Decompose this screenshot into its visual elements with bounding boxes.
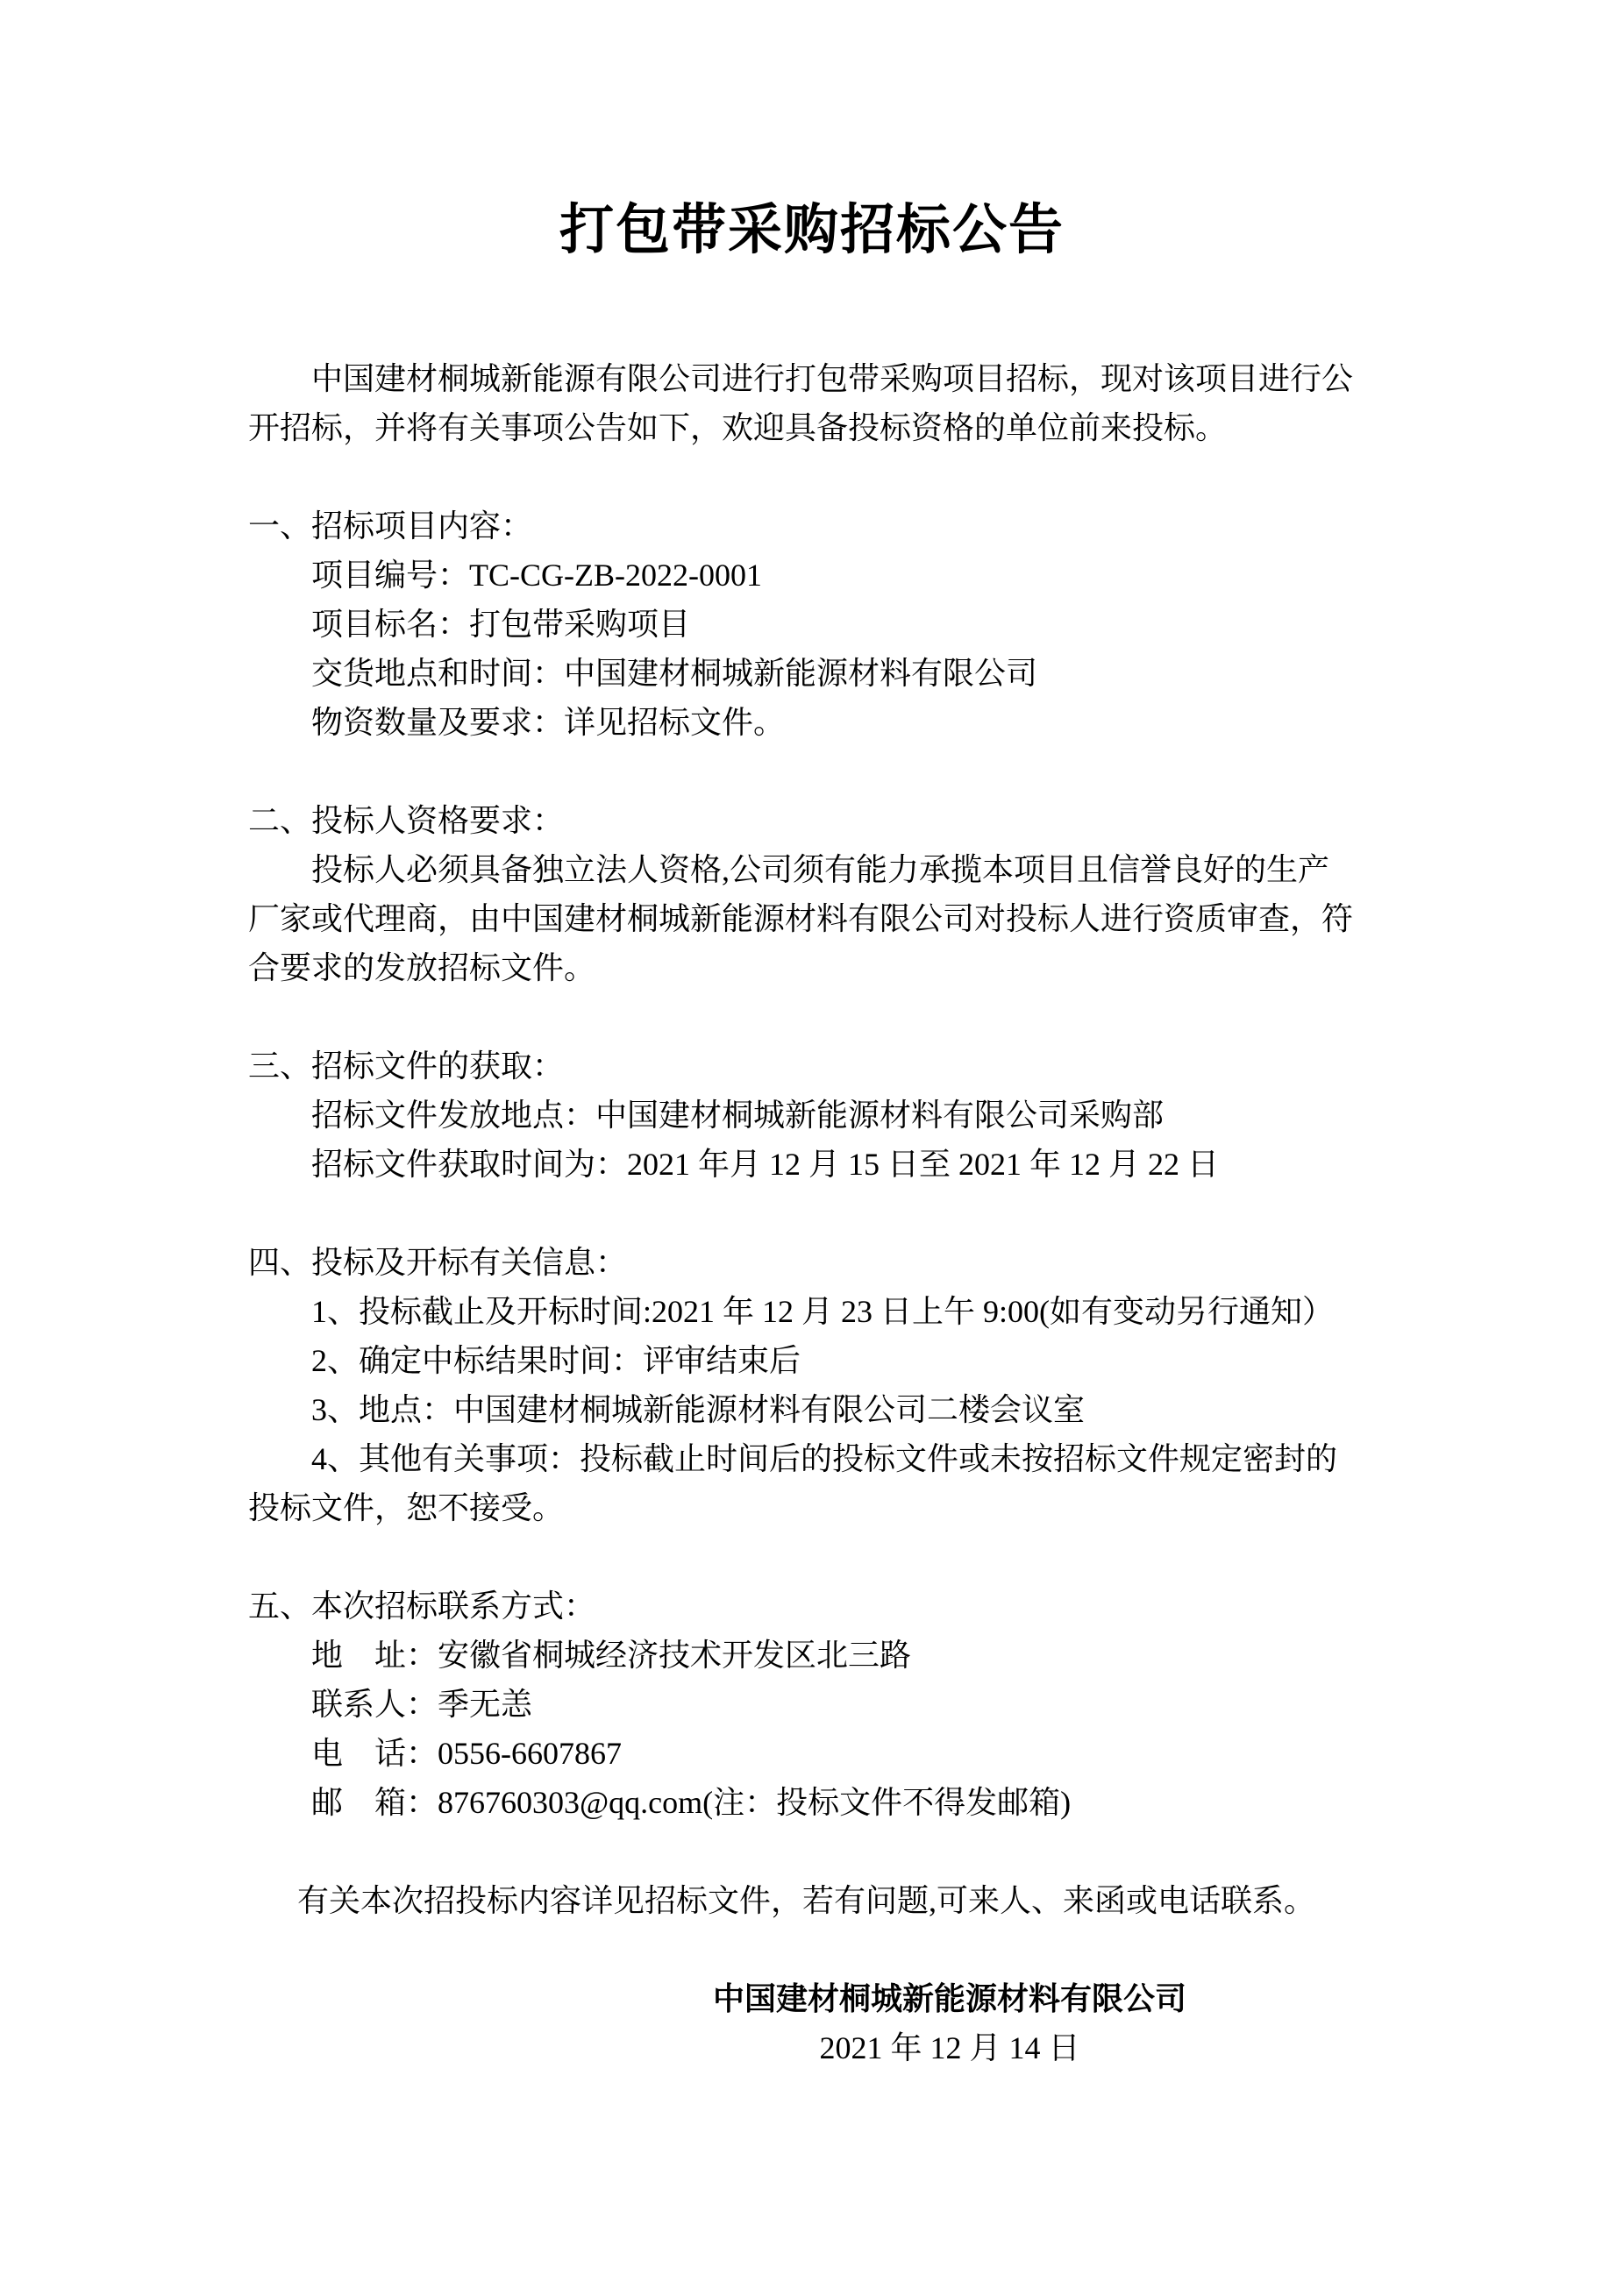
section-2-heading: 二、投标人资格要求：: [248, 803, 565, 838]
section-2-para-line-2: 厂家或代理商，由中国建材桐城新能源材料有限公司对投标人进行资质审查，符: [248, 901, 1354, 936]
section-5-heading: 五、本次招标联系方式：: [248, 1589, 596, 1624]
spacer: [248, 747, 1372, 796]
section-1-item-project-name: 项目标名：打包带采购项目: [311, 607, 691, 642]
spacer: [248, 1532, 1372, 1582]
signature-company: 中国建材桐城新能源材料有限公司: [712, 1981, 1186, 2016]
section-1-heading: 一、招标项目内容：: [248, 508, 533, 544]
section-5-item-email: 邮 箱：876760303@qq.com(注：投标文件不得发邮箱): [311, 1785, 1072, 1820]
spacer: [248, 992, 1372, 1041]
intro-line-2: 开招标，并将有关事项公告如下，欢迎具备投标资格的单位前来投标。: [248, 410, 1228, 445]
section-3-heading: 三、招标文件的获取：: [248, 1048, 565, 1084]
section-1-item-delivery: 交货地点和时间：中国建材桐城新能源材料有限公司: [311, 656, 1038, 691]
section-4-item-4-line-2: 投标文件，恕不接受。: [248, 1490, 565, 1525]
document-body: [248, 354, 1372, 2072]
section-2-para-line-3: 合要求的发放招标文件。: [248, 950, 596, 985]
section-5-item-address: 地 址：安徽省桐城经济技术开发区北三路: [311, 1638, 912, 1673]
section-4-item-4-line-1: 4、其他有关事项：投标截止时间后的投标文件或未按招标文件规定密封的: [311, 1441, 1338, 1476]
page-title: 打包带采购招标公告: [559, 201, 1065, 260]
section-3-item-time: 招标文件获取时间为：2021 年月 12 月 15 日至 2021 年 12 月 22 日: [311, 1147, 1220, 1182]
section-3-item-location: 招标文件发放地点：中国建材桐城新能源材料有限公司采购部: [311, 1098, 1165, 1133]
closing-note: 有关本次招投标内容详见招标文件，若有问题,可来人、来函或电话联系。: [297, 1883, 1316, 1918]
section-5-item-contact: 联系人：季无恙: [311, 1687, 533, 1722]
intro-line-1: 中国建材桐城新能源有限公司进行打包带采购项目招标，现对该项目进行公: [311, 361, 1354, 396]
spacer: [248, 1189, 1372, 1238]
section-1-item-project-number: 项目编号：TC-CG-ZB-2022-0001: [311, 558, 762, 593]
spacer: [248, 452, 1372, 501]
section-2-para-line-1: 投标人必须具备独立法人资格,公司须有能力承揽本项目且信誉良好的生产: [311, 852, 1330, 887]
section-4-item-1: 1、投标截止及开标时间:2021 年 12 月 23 日上午 9:00(如有变动另行通知）: [311, 1294, 1334, 1329]
section-4-item-3: 3、地点：中国建材桐城新能源材料有限公司二楼会议室: [311, 1392, 1086, 1427]
section-4-item-2: 2、确定中标结果时间：评审结束后: [311, 1343, 801, 1378]
signature-date: 2021 年 12 月 14 日: [819, 2030, 1080, 2065]
spacer: [248, 1827, 1372, 1876]
section-4-heading: 四、投标及开标有关信息：: [248, 1245, 628, 1280]
section-1-item-quantity: 物资数量及要求：详见招标文件。: [311, 705, 786, 740]
section-5-item-phone: 电 话：0556-6607867: [311, 1736, 622, 1771]
spacer: [248, 1925, 1372, 1974]
